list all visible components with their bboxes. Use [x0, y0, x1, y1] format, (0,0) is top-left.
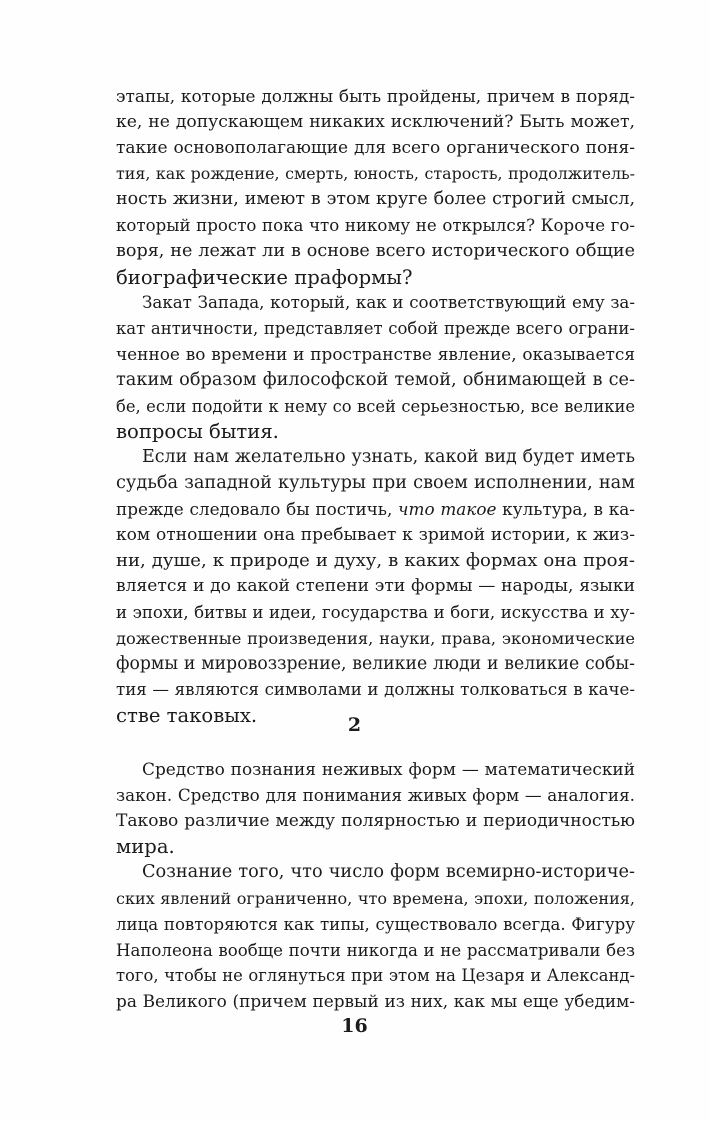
- text-line: мира.: [116, 835, 175, 859]
- text-line: и эпохи, битвы и идеи, государства и боги, искусства и ху-: [116, 602, 635, 622]
- text-line: вляется и до какой степени эти формы — народы, языки: [116, 576, 635, 597]
- text-line: вопросы бытия.: [116, 420, 279, 444]
- text-line: кат античности, представляет собой прежде всего ограни-: [116, 319, 635, 339]
- paragraph-start-line: Сознание того, что число форм всемирно-историче-: [142, 862, 635, 883]
- text-line: такие основополагающие для всего органического поня-: [116, 137, 635, 158]
- text-line: таким образом философской темой, обнимающей в се-: [116, 369, 635, 390]
- text-line: ни, душе, к природе и духу, в каких формах она проя-: [116, 550, 635, 572]
- text-line: тия, как рождение, смерть, юность, старость, продолжитель-: [116, 164, 635, 184]
- text-line: закон. Средство для понимания живых форм — аналогия.: [116, 784, 635, 805]
- text-line: того, чтобы не оглянуться при этом на Цезаря и Александ-: [116, 966, 635, 986]
- text-line: ра Великого (причем первый из них, как мы еще убедим-: [116, 991, 635, 1012]
- text-line: Таково различие между полярностью и периодичностью: [116, 810, 635, 831]
- text-block-bottom: [116, 757, 635, 1015]
- emphasis-what-is: что такое: [398, 498, 497, 519]
- text-segment: культура, в ка-: [496, 498, 635, 519]
- text-line: Наполеона вообще почти никогда и не рассматривали без: [116, 940, 635, 960]
- text-block-top: [116, 84, 635, 729]
- text-line: ность жизни, имеют в этом круге более строгий смысл,: [116, 189, 635, 210]
- text-line: который просто пока что никому не открылся? Короче го-: [116, 215, 635, 235]
- paragraph-start-line: Закат Запада, который, как и соответствующий ему за-: [142, 293, 635, 313]
- text-line: стве таковых.: [116, 704, 258, 728]
- text-line: формы и мировоззрение, великие люди и великие собы-: [116, 653, 635, 674]
- text-line: воря, не лежат ли в основе всего исторического общие: [116, 240, 635, 261]
- text-line: лица повторяются как типы, существовало всегда. Фигуру: [116, 914, 635, 934]
- paragraph-start-line: Если нам желательно узнать, какой вид будет иметь: [142, 447, 635, 468]
- paragraph-start-line: Средство познания неживых форм — математический: [142, 759, 635, 779]
- text-line: дожественные произведения, науки, права, экономические: [116, 628, 635, 648]
- text-line: этапы, которые должны быть пройдены, причем в поряд-: [116, 86, 635, 106]
- section-number: 2: [347, 714, 362, 736]
- text-segment: прежде следовало бы постичь,: [116, 498, 399, 519]
- text-line: ских явлений ограниченно, что времена, эпохи, положения,: [116, 888, 635, 908]
- text-line: бе, если подойти к нему со всей серьезностью, все великие: [116, 396, 635, 416]
- text-line: ченное во времени и пространстве явление, оказывается: [116, 343, 635, 364]
- text-line: ком отношении она пребывает к зримой истории, к жиз-: [116, 524, 635, 545]
- text-line: ке, не допускающем никаких исключений? Быть может,: [116, 111, 635, 132]
- page-number: 16: [341, 1015, 368, 1037]
- text-line: биографические праформы?: [116, 265, 413, 289]
- text-line: судьба западной культуры при своем исполнении, нам: [116, 472, 635, 493]
- text-line-with-emphasis: [116, 497, 635, 523]
- text-line: тия — являются символами и должны толковаться в каче-: [116, 680, 635, 700]
